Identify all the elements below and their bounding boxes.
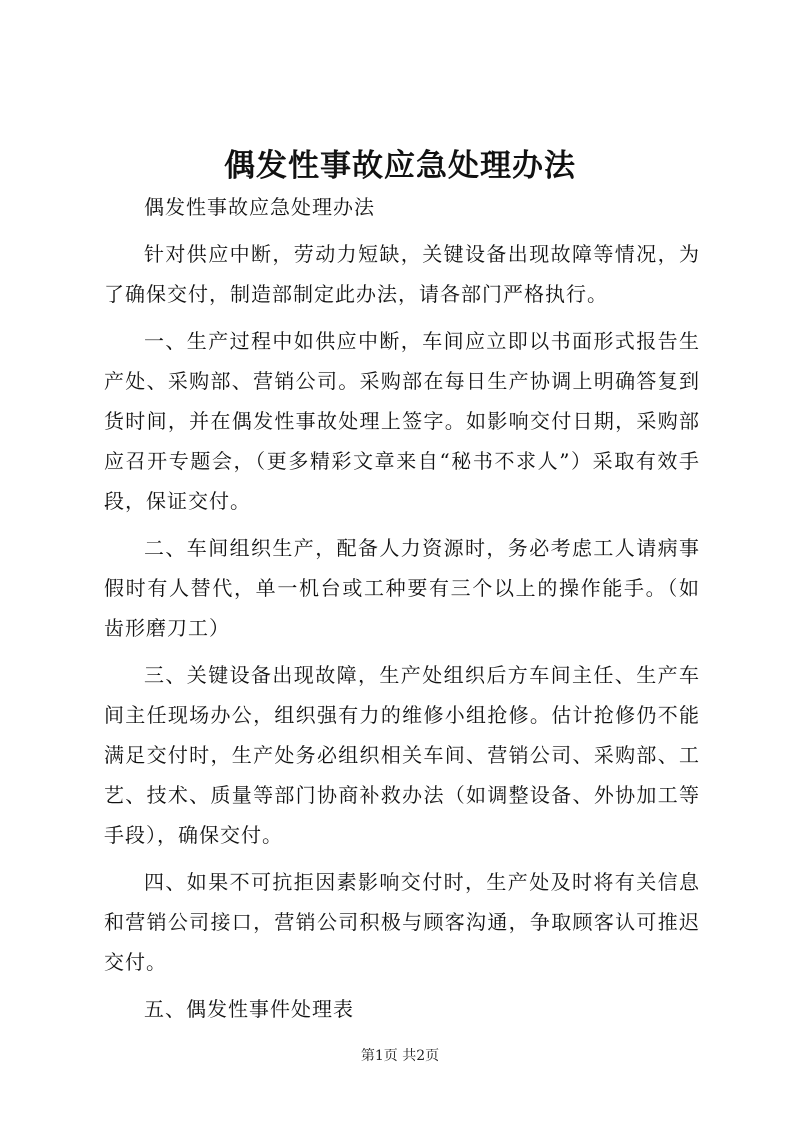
intro-paragraph: 针对供应中断，劳动力短缺，关键设备出现故障等情况，为了确保交付，制造部制定此办法，请各部门严格执行。 — [104, 242, 700, 306]
item-4-paragraph: 四、如果不可抗拒因素影响交付时，生产处及时将有关信息和营销公司接口，营销公司积极与顾客沟通，争取顾客认可推迟交付。 — [104, 870, 700, 974]
document-body — [104, 187, 700, 1036]
item-2-paragraph: 二、车间组织生产，配备人力资源时，务必考虑工人请病事假时有人替代，单一机台或工种要有三个以上的操作能手。（如齿形磨刀工） — [104, 536, 700, 640]
item-3-paragraph: 三、关键设备出现故障，生产处组织后方车间主任、生产车间主任现场办公，组织强有力的维修小组抢修。估计抢修仍不能满足交付时，生产处务必组织相关车间、营销公司、采购部、工艺、技术、质量等部门协商补救办法（如调整设备、外协加工等手段），确保交付。 — [104, 663, 700, 847]
item-5-paragraph: 五、偶发性事件处理表 — [144, 997, 354, 1021]
document-title: 偶发性事故应急处理办法 — [224, 148, 576, 184]
page-footer: 第1页 共2页 — [360, 1048, 440, 1064]
item-1-paragraph: 一、生产过程中如供应中断，车间应立即以书面形式报告生产处、采购部、营销公司。采购部在每日生产协调上明确答复到货时间，并在偶发性事故处理上签字。如影响交付日期，采购部应召开专题会，（更多精彩文章来自“秘书不求人”）采取有效手段，保证交付。 — [104, 329, 700, 513]
subtitle-paragraph: 偶发性事故应急处理办法 — [144, 195, 375, 219]
